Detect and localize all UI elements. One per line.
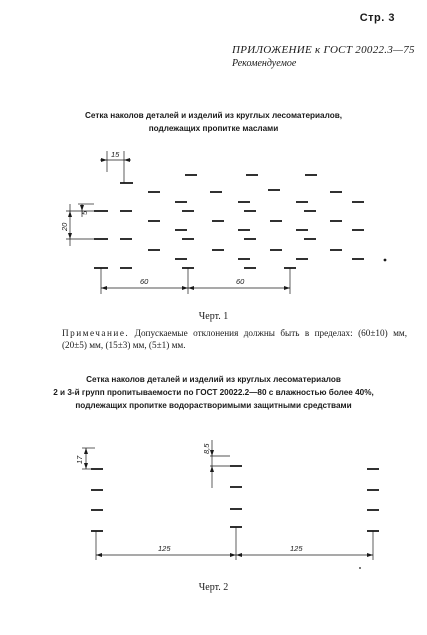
figure2-arrows: [84, 448, 373, 557]
figure2-dim-left: 17: [75, 455, 84, 464]
figure2-dim-bottom-right: 125: [290, 544, 303, 553]
page-number: Стр. 3: [359, 12, 395, 24]
figure2-dim-top: 8,5: [202, 443, 211, 454]
appendix-subtitle: Рекомендуемое: [232, 58, 297, 69]
figure1-dim-left-inner: 5: [80, 210, 89, 215]
figure1-dim-bottom-right: 60: [236, 277, 245, 286]
appendix-title: ПРИЛОЖЕНИЕ к ГОСТ 20022.3—75: [232, 44, 415, 56]
figure2-dot: [359, 567, 361, 569]
figure1-caption: Черт. 1: [198, 311, 229, 322]
figure2-incision-marks: [91, 466, 379, 531]
figure1-dim-top: 15: [111, 150, 120, 159]
note-label: Примечание.: [62, 328, 130, 338]
figure2-heading-line1: Сетка наколов деталей и изделий из круглых лесоматериалов: [86, 375, 341, 384]
figure1-heading-line1: Сетка наколов деталей и изделий из круглых лесоматериалов,: [84, 111, 343, 120]
figure1-dim-left-outer: 20: [60, 222, 69, 231]
figure2-dim-bottom-left: 125: [158, 544, 171, 553]
note-text: Допускаемые отклонения должны быть в пределах: (60±10) мм, (20±5) мм, (15±3) мм, (5±1) мм.: [62, 328, 408, 350]
figure2-heading-line2: 2 и 3-й групп пропитываемости по ГОСТ 20022.2—80 с влажностью более 40%,: [53, 388, 374, 397]
figure1-dim-bottom-left: 60: [140, 277, 149, 286]
figure2-dimensions: [82, 440, 373, 560]
figure1-heading-line2: подлежащих пропитке маслами: [148, 124, 279, 133]
figure2-caption: Черт. 2: [198, 582, 229, 593]
figure2-heading-line3: подлежащих пропитке водорастворимыми защитными средствами: [75, 401, 352, 410]
